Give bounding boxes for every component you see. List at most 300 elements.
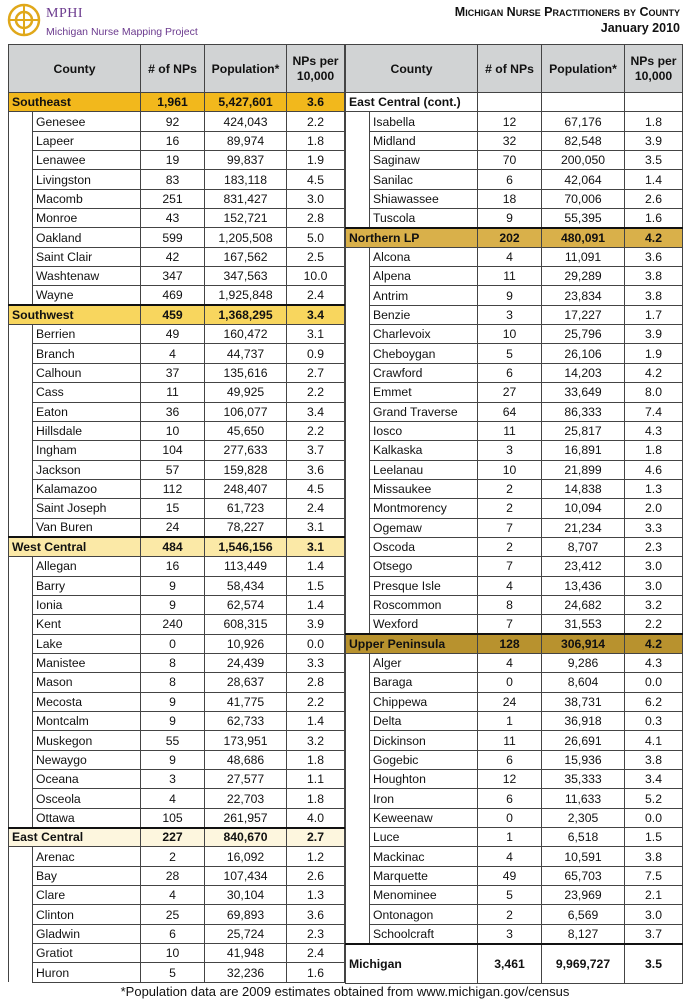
county-row bbox=[346, 286, 683, 305]
table-header-row bbox=[9, 45, 345, 93]
county-row bbox=[346, 305, 683, 324]
county-nps: 11 bbox=[478, 731, 542, 750]
county-population: 23,969 bbox=[542, 886, 625, 905]
county-rate: 2.3 bbox=[287, 924, 345, 943]
county-rate: 0.0 bbox=[625, 673, 683, 692]
county-nps: 12 bbox=[478, 770, 542, 789]
county-name: Mason bbox=[33, 673, 141, 692]
county-name: Alcona bbox=[370, 247, 478, 266]
county-population: 33,649 bbox=[542, 383, 625, 402]
county-row bbox=[9, 770, 345, 789]
indent-cell bbox=[9, 344, 33, 363]
county-row bbox=[346, 131, 683, 150]
county-row bbox=[346, 189, 683, 208]
indent-cell bbox=[9, 712, 33, 731]
county-nps: 6 bbox=[141, 924, 205, 943]
county-row bbox=[9, 499, 345, 518]
indent-cell bbox=[9, 460, 33, 479]
county-name: Barry bbox=[33, 576, 141, 595]
indent-cell bbox=[346, 460, 370, 479]
county-nps: 10 bbox=[141, 421, 205, 440]
county-rate: 3.8 bbox=[625, 267, 683, 286]
county-nps: 469 bbox=[141, 286, 205, 305]
county-row bbox=[9, 479, 345, 498]
county-name: Benzie bbox=[370, 305, 478, 324]
county-rate: 3.8 bbox=[625, 286, 683, 305]
county-nps: 2 bbox=[478, 537, 542, 556]
indent-cell bbox=[346, 615, 370, 634]
county-row bbox=[9, 866, 345, 885]
indent-cell bbox=[9, 886, 33, 905]
county-population: 25,724 bbox=[205, 924, 287, 943]
indent-cell bbox=[9, 209, 33, 228]
county-population: 6,518 bbox=[542, 828, 625, 847]
region-rate: 4.2 bbox=[625, 228, 683, 247]
county-row bbox=[346, 170, 683, 189]
county-rate: 4.3 bbox=[625, 421, 683, 440]
county-name: Saginaw bbox=[370, 151, 478, 170]
county-nps: 24 bbox=[141, 518, 205, 537]
county-nps: 2 bbox=[141, 847, 205, 866]
region-name: Upper Peninsula bbox=[346, 634, 478, 653]
county-nps: 9 bbox=[478, 209, 542, 228]
county-rate: 4.1 bbox=[625, 731, 683, 750]
county-population: 13,436 bbox=[542, 576, 625, 595]
county-rate: 3.9 bbox=[625, 131, 683, 150]
county-population: 10,591 bbox=[542, 847, 625, 866]
indent-cell bbox=[9, 595, 33, 614]
county-row bbox=[9, 692, 345, 711]
county-nps: 18 bbox=[478, 189, 542, 208]
county-row bbox=[346, 750, 683, 769]
county-population: 261,957 bbox=[205, 808, 287, 827]
county-rate: 1.5 bbox=[625, 828, 683, 847]
county-row bbox=[9, 789, 345, 808]
county-row bbox=[9, 441, 345, 460]
county-population: 36,918 bbox=[542, 712, 625, 731]
total-population: 9,969,727 bbox=[542, 944, 625, 984]
logo-subtitle: Michigan Nurse Mapping Project bbox=[46, 26, 198, 38]
county-rate: 2.1 bbox=[625, 886, 683, 905]
county-name: Alpena bbox=[370, 267, 478, 286]
county-population: 38,731 bbox=[542, 692, 625, 711]
county-population: 45,650 bbox=[205, 421, 287, 440]
state-total-row bbox=[346, 944, 683, 984]
county-name: Huron bbox=[33, 963, 141, 982]
county-rate: 4.0 bbox=[287, 808, 345, 827]
county-population: 107,434 bbox=[205, 866, 287, 885]
county-nps: 92 bbox=[141, 112, 205, 131]
county-name: Clare bbox=[33, 886, 141, 905]
county-rate: 2.0 bbox=[625, 499, 683, 518]
indent-cell bbox=[346, 151, 370, 170]
county-nps: 9 bbox=[141, 595, 205, 614]
county-population: 14,838 bbox=[542, 479, 625, 498]
region-nps: 128 bbox=[478, 634, 542, 653]
indent-cell bbox=[346, 499, 370, 518]
county-name: Washtenaw bbox=[33, 267, 141, 286]
county-population: 167,562 bbox=[205, 247, 287, 266]
county-name: Newaygo bbox=[33, 750, 141, 769]
county-population: 26,691 bbox=[542, 731, 625, 750]
county-name: Roscommon bbox=[370, 595, 478, 614]
county-population: 42,064 bbox=[542, 170, 625, 189]
county-population: 86,333 bbox=[542, 402, 625, 421]
county-rate: 3.6 bbox=[287, 905, 345, 924]
county-row bbox=[9, 421, 345, 440]
county-rate: 2.4 bbox=[287, 286, 345, 305]
county-nps: 10 bbox=[141, 944, 205, 963]
indent-cell bbox=[346, 731, 370, 750]
county-rate: 3.2 bbox=[287, 731, 345, 750]
county-population: 1,205,508 bbox=[205, 228, 287, 247]
county-row bbox=[9, 151, 345, 170]
county-rate: 3.1 bbox=[287, 518, 345, 537]
county-name: Clinton bbox=[33, 905, 141, 924]
region-row bbox=[346, 93, 683, 112]
county-row bbox=[9, 924, 345, 943]
county-name: Berrien bbox=[33, 325, 141, 344]
county-population: 28,637 bbox=[205, 673, 287, 692]
county-name: Presque Isle bbox=[370, 576, 478, 595]
county-row bbox=[346, 808, 683, 827]
county-population: 67,176 bbox=[542, 112, 625, 131]
county-nps: 28 bbox=[141, 866, 205, 885]
county-population: 35,333 bbox=[542, 770, 625, 789]
county-row bbox=[346, 789, 683, 808]
county-nps: 9 bbox=[141, 712, 205, 731]
region-population: 1,546,156 bbox=[205, 537, 287, 556]
county-row bbox=[346, 847, 683, 866]
county-rate: 1.3 bbox=[287, 886, 345, 905]
region-nps: 1,961 bbox=[141, 93, 205, 112]
county-nps: 599 bbox=[141, 228, 205, 247]
county-nps: 104 bbox=[141, 441, 205, 460]
county-rate: 1.4 bbox=[287, 557, 345, 576]
county-nps: 2 bbox=[478, 499, 542, 518]
county-nps: 6 bbox=[478, 789, 542, 808]
region-row bbox=[9, 93, 345, 112]
county-population: 70,006 bbox=[542, 189, 625, 208]
county-row bbox=[346, 479, 683, 498]
county-rate: 3.0 bbox=[625, 905, 683, 924]
county-nps: 7 bbox=[478, 557, 542, 576]
county-row bbox=[9, 131, 345, 150]
county-rate: 3.4 bbox=[287, 402, 345, 421]
county-nps: 5 bbox=[141, 963, 205, 982]
county-nps: 42 bbox=[141, 247, 205, 266]
county-nps: 1 bbox=[478, 712, 542, 731]
county-row bbox=[9, 712, 345, 731]
county-rate: 3.3 bbox=[625, 518, 683, 537]
county-name: Schoolcraft bbox=[370, 924, 478, 943]
page-date: January 2010 bbox=[600, 21, 680, 35]
region-name: East Central (cont.) bbox=[346, 93, 478, 112]
county-name: Chippewa bbox=[370, 692, 478, 711]
indent-cell bbox=[346, 344, 370, 363]
county-population: 24,439 bbox=[205, 653, 287, 672]
county-nps: 8 bbox=[141, 653, 205, 672]
county-row bbox=[9, 170, 345, 189]
indent-cell bbox=[346, 712, 370, 731]
indent-cell bbox=[346, 924, 370, 943]
county-population: 10,926 bbox=[205, 634, 287, 653]
county-nps: 9 bbox=[141, 750, 205, 769]
county-rate: 3.6 bbox=[287, 460, 345, 479]
left-county-table bbox=[8, 44, 345, 983]
county-row bbox=[346, 557, 683, 576]
region-name: Northern LP bbox=[346, 228, 478, 247]
county-row bbox=[346, 886, 683, 905]
indent-cell bbox=[9, 731, 33, 750]
county-rate: 1.4 bbox=[625, 170, 683, 189]
region-rate: 3.1 bbox=[287, 537, 345, 556]
county-rate: 1.4 bbox=[287, 712, 345, 731]
county-nps: 0 bbox=[478, 808, 542, 827]
county-row bbox=[9, 247, 345, 266]
county-rate: 7.4 bbox=[625, 402, 683, 421]
county-row bbox=[346, 151, 683, 170]
indent-cell bbox=[9, 963, 33, 982]
county-nps: 105 bbox=[141, 808, 205, 827]
region-rate: 3.4 bbox=[287, 305, 345, 324]
county-row bbox=[9, 847, 345, 866]
county-nps: 0 bbox=[141, 634, 205, 653]
county-nps: 112 bbox=[141, 479, 205, 498]
county-nps: 5 bbox=[478, 886, 542, 905]
county-row bbox=[9, 325, 345, 344]
county-name: Oakland bbox=[33, 228, 141, 247]
region-rate: 2.7 bbox=[287, 828, 345, 847]
county-row bbox=[9, 189, 345, 208]
county-nps: 55 bbox=[141, 731, 205, 750]
county-name: Mecosta bbox=[33, 692, 141, 711]
region-nps: 227 bbox=[141, 828, 205, 847]
region-rate bbox=[625, 93, 683, 112]
county-row bbox=[346, 209, 683, 228]
county-name: Bay bbox=[33, 866, 141, 885]
county-nps: 19 bbox=[141, 151, 205, 170]
county-rate: 2.7 bbox=[287, 363, 345, 382]
indent-cell bbox=[346, 209, 370, 228]
county-nps: 27 bbox=[478, 383, 542, 402]
county-rate: 3.9 bbox=[625, 325, 683, 344]
county-rate: 1.1 bbox=[287, 770, 345, 789]
county-nps: 3 bbox=[478, 924, 542, 943]
county-population: 61,723 bbox=[205, 499, 287, 518]
county-rate: 10.0 bbox=[287, 267, 345, 286]
county-rate: 3.1 bbox=[287, 325, 345, 344]
county-name: Marquette bbox=[370, 866, 478, 885]
county-name: Gratiot bbox=[33, 944, 141, 963]
county-name: Livingston bbox=[33, 170, 141, 189]
county-name: Delta bbox=[370, 712, 478, 731]
indent-cell bbox=[346, 789, 370, 808]
county-population: 16,092 bbox=[205, 847, 287, 866]
county-rate: 3.7 bbox=[625, 924, 683, 943]
county-population: 21,234 bbox=[542, 518, 625, 537]
county-row bbox=[9, 634, 345, 653]
county-name: Macomb bbox=[33, 189, 141, 208]
region-row bbox=[9, 828, 345, 847]
region-row bbox=[346, 228, 683, 247]
county-name: Oceana bbox=[33, 770, 141, 789]
county-nps: 9 bbox=[478, 286, 542, 305]
county-population: 62,574 bbox=[205, 595, 287, 614]
county-row bbox=[9, 731, 345, 750]
indent-cell bbox=[9, 189, 33, 208]
county-nps: 9 bbox=[141, 692, 205, 711]
county-rate: 3.0 bbox=[625, 576, 683, 595]
indent-cell bbox=[346, 112, 370, 131]
county-rate: 3.5 bbox=[625, 151, 683, 170]
county-name: Leelanau bbox=[370, 460, 478, 479]
county-row bbox=[346, 247, 683, 266]
county-name: Charlevoix bbox=[370, 325, 478, 344]
indent-cell bbox=[346, 808, 370, 827]
county-row bbox=[346, 692, 683, 711]
county-population: 30,104 bbox=[205, 886, 287, 905]
county-row bbox=[9, 112, 345, 131]
county-rate: 5.0 bbox=[287, 228, 345, 247]
region-population: 5,427,601 bbox=[205, 93, 287, 112]
county-rate: 0.0 bbox=[287, 634, 345, 653]
indent-cell bbox=[9, 499, 33, 518]
county-row bbox=[346, 537, 683, 556]
county-nps: 251 bbox=[141, 189, 205, 208]
indent-cell bbox=[346, 770, 370, 789]
indent-cell bbox=[9, 924, 33, 943]
county-population: 41,775 bbox=[205, 692, 287, 711]
indent-cell bbox=[346, 557, 370, 576]
indent-cell bbox=[9, 286, 33, 305]
county-name: Crawford bbox=[370, 363, 478, 382]
county-nps: 4 bbox=[478, 576, 542, 595]
county-population: 49,925 bbox=[205, 383, 287, 402]
region-population bbox=[542, 93, 625, 112]
county-population: 41,948 bbox=[205, 944, 287, 963]
county-rate: 0.9 bbox=[287, 344, 345, 363]
region-population: 1,368,295 bbox=[205, 305, 287, 324]
county-nps: 11 bbox=[478, 421, 542, 440]
county-name: Kalamazoo bbox=[33, 479, 141, 498]
county-name: Ogemaw bbox=[370, 518, 478, 537]
indent-cell bbox=[9, 325, 33, 344]
indent-cell bbox=[9, 383, 33, 402]
county-rate: 2.3 bbox=[625, 537, 683, 556]
county-rate: 4.2 bbox=[625, 363, 683, 382]
county-row bbox=[9, 363, 345, 382]
county-nps: 2 bbox=[478, 905, 542, 924]
county-name: Hillsdale bbox=[33, 421, 141, 440]
region-rate: 3.6 bbox=[287, 93, 345, 112]
indent-cell bbox=[9, 905, 33, 924]
county-name: Wayne bbox=[33, 286, 141, 305]
county-name: Iosco bbox=[370, 421, 478, 440]
footnote: *Population data are 2009 estimates obtained from www.michigan.gov/census bbox=[120, 984, 570, 999]
region-name: West Central bbox=[9, 537, 141, 556]
county-nps: 347 bbox=[141, 267, 205, 286]
county-name: Gogebic bbox=[370, 750, 478, 769]
col-header-county: County bbox=[9, 45, 141, 93]
county-rate: 8.0 bbox=[625, 383, 683, 402]
county-population: 23,412 bbox=[542, 557, 625, 576]
indent-cell bbox=[9, 808, 33, 827]
county-name: Montcalm bbox=[33, 712, 141, 731]
county-nps: 4 bbox=[478, 847, 542, 866]
region-name: East Central bbox=[9, 828, 141, 847]
indent-cell bbox=[9, 576, 33, 595]
county-population: 82,548 bbox=[542, 131, 625, 150]
county-row bbox=[9, 344, 345, 363]
county-nps: 15 bbox=[141, 499, 205, 518]
indent-cell bbox=[346, 595, 370, 614]
indent-cell bbox=[9, 267, 33, 286]
county-rate: 3.4 bbox=[625, 770, 683, 789]
indent-cell bbox=[346, 537, 370, 556]
county-nps: 6 bbox=[478, 750, 542, 769]
county-population: 44,737 bbox=[205, 344, 287, 363]
total-nps: 3,461 bbox=[478, 944, 542, 984]
county-nps: 2 bbox=[478, 479, 542, 498]
county-name: Shiawassee bbox=[370, 189, 478, 208]
county-row bbox=[9, 808, 345, 827]
county-population: 25,796 bbox=[542, 325, 625, 344]
county-population: 32,236 bbox=[205, 963, 287, 982]
indent-cell bbox=[9, 131, 33, 150]
county-population: 8,127 bbox=[542, 924, 625, 943]
county-rate: 1.8 bbox=[287, 750, 345, 769]
county-name: Sanilac bbox=[370, 170, 478, 189]
indent-cell bbox=[9, 673, 33, 692]
mphi-logo bbox=[6, 2, 206, 42]
total-name: Michigan bbox=[346, 944, 478, 984]
county-nps: 6 bbox=[478, 363, 542, 382]
county-name: Grand Traverse bbox=[370, 402, 478, 421]
county-population: 58,434 bbox=[205, 576, 287, 595]
county-nps: 7 bbox=[478, 518, 542, 537]
county-population: 22,703 bbox=[205, 789, 287, 808]
indent-cell bbox=[346, 363, 370, 382]
county-row bbox=[9, 615, 345, 634]
county-nps: 8 bbox=[141, 673, 205, 692]
county-rate: 2.8 bbox=[287, 673, 345, 692]
county-name: Mackinac bbox=[370, 847, 478, 866]
county-population: 173,951 bbox=[205, 731, 287, 750]
county-nps: 49 bbox=[478, 866, 542, 885]
county-population: 99,837 bbox=[205, 151, 287, 170]
indent-cell bbox=[346, 518, 370, 537]
county-population: 424,043 bbox=[205, 112, 287, 131]
county-nps: 4 bbox=[478, 653, 542, 672]
county-population: 25,817 bbox=[542, 421, 625, 440]
county-row bbox=[346, 595, 683, 614]
county-population: 23,834 bbox=[542, 286, 625, 305]
county-rate: 3.8 bbox=[625, 847, 683, 866]
county-rate: 2.6 bbox=[625, 189, 683, 208]
county-name: Manistee bbox=[33, 653, 141, 672]
county-row bbox=[346, 905, 683, 924]
county-population: 62,733 bbox=[205, 712, 287, 731]
county-population: 11,091 bbox=[542, 247, 625, 266]
county-population: 135,616 bbox=[205, 363, 287, 382]
county-row bbox=[346, 402, 683, 421]
county-population: 14,203 bbox=[542, 363, 625, 382]
county-nps: 83 bbox=[141, 170, 205, 189]
county-nps: 3 bbox=[478, 441, 542, 460]
county-population: 31,553 bbox=[542, 615, 625, 634]
county-population: 200,050 bbox=[542, 151, 625, 170]
